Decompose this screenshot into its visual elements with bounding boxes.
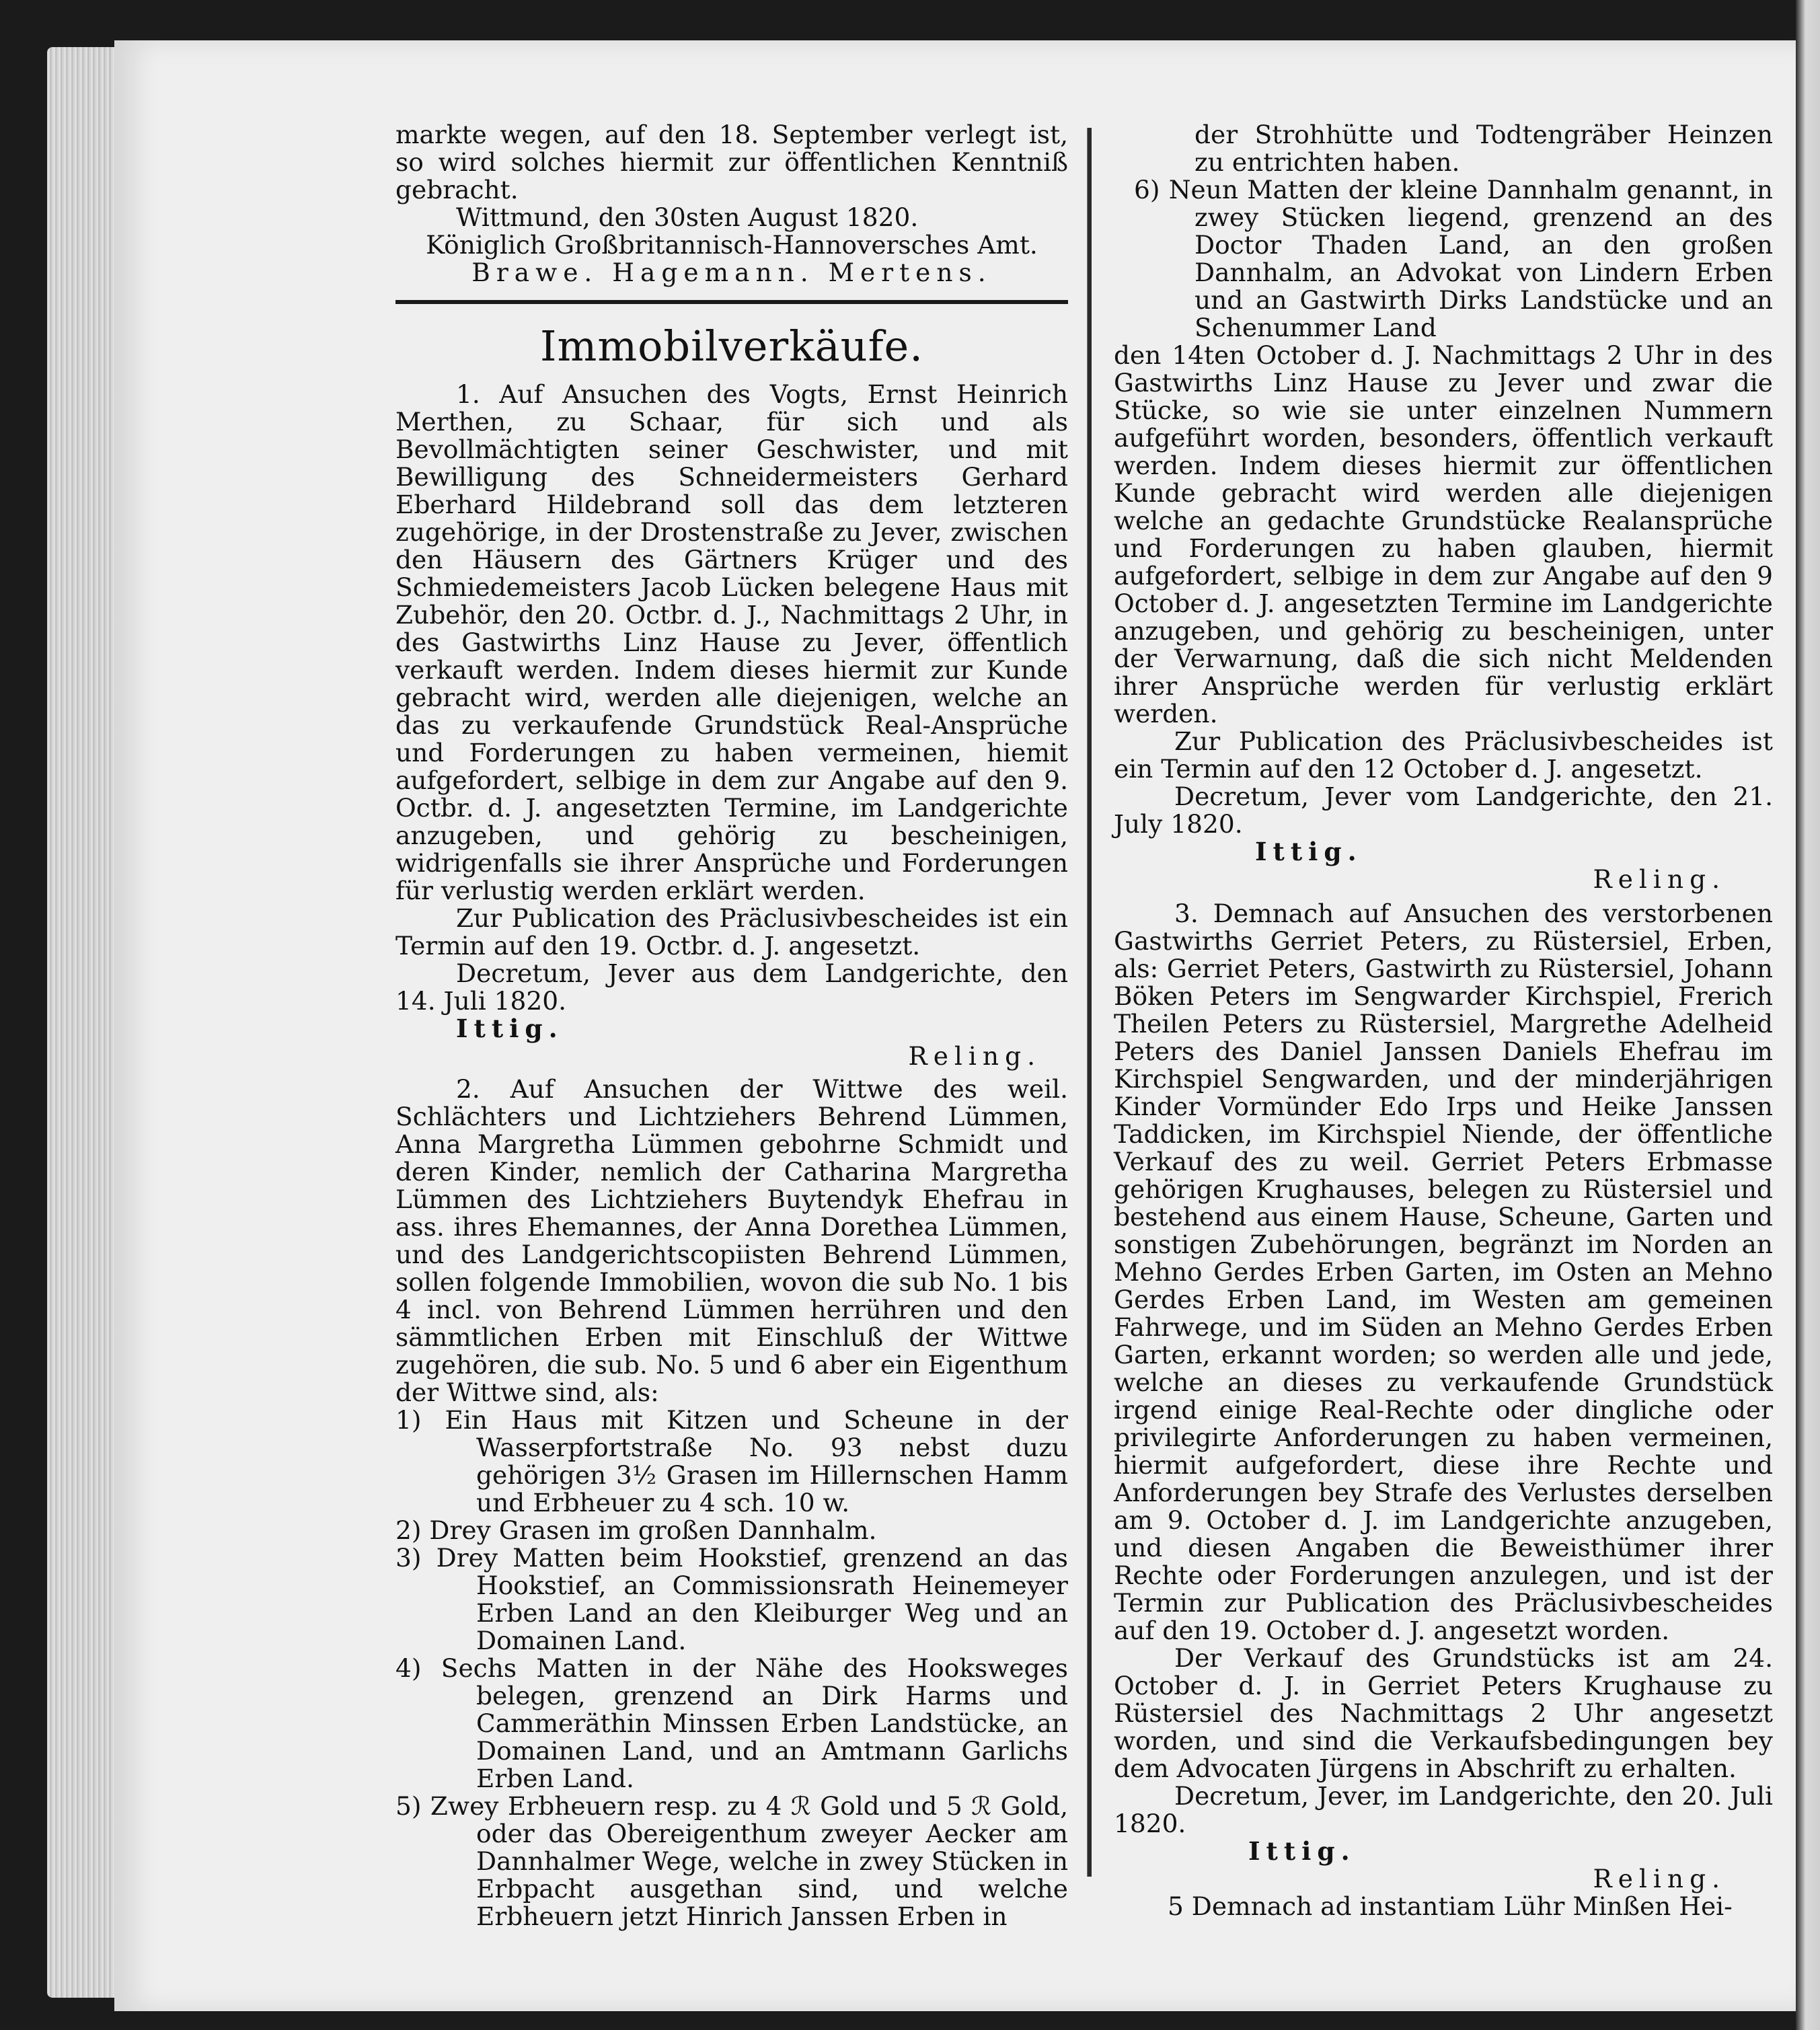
item5-start: 5 Demnach ad instantiam Lühr Minßen Hei- bbox=[1168, 1891, 1733, 1921]
item2-body: 2. Auf Ansuchen der Wittwe des weil. Schlächters und Lichtziehers Behrend Lümmen, Anna Margretha Lümmen gebohrne Schmidt und deren Kinder, nemlich der Catharina Margretha Lümmen des Lichtziehers Buytendyk Ehefrau in ass. ihres Ehemannes, der Anna Dorethea Lümmen, und des Landgerichtscopiisten Behrend Lümmen, sollen folgende Immobilien, wovon die sub No. 1 bis 4 incl. von Behrend Lümmen herrühren und den sämmtlichen Erben mit Einschluß der Wittwe zugehören, die sub. No. 5 und 6 aber ein Eigenthum der Wittwe sind, als: bbox=[395, 1074, 1068, 1407]
item3-sale: Der Verkauf des Grundstücks ist am 24. October d. J. in Gerriet Peters Krughause zu Rüstersiel des Nachmittags 2 Uhr angesetzt worden, und sind die Verkaufsbedingungen bey dem Advocaten Jürgens in Abschrift zu erhalten. bbox=[1114, 1643, 1773, 1783]
publication-term: Zur Publication des Präclusivbescheides ist ein Termin auf den 12 October d. J. angesetzt. bbox=[1114, 726, 1773, 784]
item3-signature-2: Reling. bbox=[1593, 1864, 1726, 1893]
item2-list-3: 3) Drey Matten beim Hookstief, grenzend an das Hookstief, an Commissionsrath Heinemeyer Erben Land an den Kleiburger Weg und an Domainen Land. bbox=[395, 1543, 1068, 1655]
item1-signature-2: Reling. bbox=[908, 1041, 1041, 1071]
decretum: Decretum, Jever vom Landgerichte, den 21. July 1820. bbox=[1114, 782, 1773, 839]
item2-list-2: 2) Drey Grasen im großen Dannhalm. bbox=[395, 1515, 877, 1545]
item2-list-4: 4) Sechs Matten in der Nähe des Hooksweges belegen, grenzend an Dirk Harms und Cammeräthin Minssen Erben Landstücke, an Domainen Land, und an Amtmann Garlichs Erben Land. bbox=[395, 1653, 1068, 1793]
authority: Königlich Großbritannisch-Hannoversches Amt. bbox=[426, 230, 1038, 260]
signature-2: Reling. bbox=[1593, 864, 1726, 894]
item1-decretum: Decretum, Jever aus dem Landgerichte, den 14. Juli 1820. bbox=[395, 958, 1068, 1016]
section-rule bbox=[395, 300, 1068, 304]
signatories: Brawe. Hagemann. Mertens. bbox=[471, 258, 992, 287]
notice-tail: markte wegen, auf den 18. September verlegt ist, so wird solches hiermit zur öffentlichen Kenntniß gebracht. bbox=[395, 120, 1068, 204]
place-date: Wittmund, den 30sten August 1820. bbox=[456, 202, 919, 232]
section-heading: Immobilverkäufe. bbox=[540, 322, 923, 371]
item3-body: 3. Demnach auf Ansuchen des verstorbenen Gastwirths Gerriet Peters, zu Rüstersiel, Erben, als: Gerriet Peters, Gastwirth zu Rüstersiel, Johann Böken Peters im Sengwarder Kirchspiel, Frerich Theilen Peters zu Rüstersiel, Margrethe Adelheid Peters des Daniel Janssen Daniels Ehefrau im Kirchspiel Sengwarden, und der minderjährigen Kinder Vormünder Edo Irps und Heike Janssen Taddicken, im Kirchspiel Niende, der öffentliche Verkauf des zu weil. Gerriet Peters Erbmasse gehörigen Krughauses, belegen zu Rüstersiel und bestehend aus einem Hause, Scheune, Garten und sonstigen Zubehörungen, begränzt im Norden an Mehno Gerdes Erben Garten, im Osten an Mehno Gerdes Erben Land, im Westen am gemeinen Fahrwege, und im Süden an Mehno Gerdes Erben Garten, erkannt worden; so werden alle und jede, welche an dieses zu verkaufende Grundstück irgend einige Real-Rechte oder dingliche oder privilegirte Anforderungen zu haben vermeinen, hiermit aufgefordert, diese ihre Rechte und Anforderungen bey Strafe des Verlustes derselben am 9. October d. J. im Landgerichte anzugeben, und diesen Angaben die Beweisthümer ihrer Rechte oder Forderungen anzulegen, und ist der Termin zur Publication des Präclusivbescheides auf den 19. October d. J. angesetzt worden. bbox=[1114, 899, 1773, 1645]
right-column bbox=[1114, 121, 1773, 1920]
left-column bbox=[395, 121, 1068, 1930]
item1-body: 1. Auf Ansuchen des Vogts, Ernst Heinrich Merthen, zu Schaar, für sich und als Bevollmächtigten seiner Geschwister, und mit Bewilligung des Schneidermeisters Gerhard Eberhard Hildebrand soll das dem letzteren zugehörige, in der Drostenstraße zu Jever, zwischen den Häusern des Gärtners Krüger und des Schmiedemeisters Jacob Lücken belegene Haus mit Zubehör, den 20. Octbr. d. J., Nachmittags 2 Uhr, in des Gastwirths Linz Hause zu Jever, öffentlich verkauft werden. Indem dieses hiermit zur Kunde gebracht wird, werden alle diejenigen, welche an das zu verkaufende Grundstück Real-Ansprüche und Forderungen zu haben vermeinen, hiemit aufgefordert, selbige in dem zur Angabe auf den 9. Octbr. d. J. angesetzten Termine, im Landgerichte anzugeben, und gehörig zu bescheinigen, widrigenfalls sie ihrer Ansprüche und Forderungen für verlustig werden erklärt werden. bbox=[395, 379, 1068, 905]
item1-signature-1: Ittig. bbox=[456, 1014, 564, 1043]
item3-signature-1: Ittig. bbox=[1248, 1836, 1356, 1866]
facing-page-edge bbox=[1796, 0, 1820, 2030]
column-divider bbox=[1087, 128, 1092, 1877]
item1-publication: Zur Publication des Präclusivbescheides ist ein Termin auf den 19. Octbr. d. J. angesetzt. bbox=[395, 903, 1068, 961]
sale-terms: den 14ten October d. J. Nachmittags 2 Uhr in des Gastwirths Linz Hause zu Jever und zwar die Stücke, so wie sie unter einzelnen Nummern aufgeführt worden, besonders, öffentlich verkauft werden. Indem dieses hiermit zur öffentlichen Kunde gebracht wird werden alle diejenigen welche an gedachte Grundstücke Realansprüche und Forderungen zu haben glauben, hiermit aufgefordert, selbige in dem zur Angabe auf den 9 October d. J. angesetzten Termine im Landgerichte anzugeben, und gehörig zu bescheinigen, unter der Verwarnung, daß die sich nicht Meldenden ihrer Ansprüche werden für verlustig erklärt werden. bbox=[1114, 340, 1773, 728]
item2-list-6: 6) Neun Matten der kleine Dannhalm genannt, in zwey Stücken liegend, grenzend an des Doctor Thaden Land, an den großen Dannhalm, an Advokat von Lindern Erben und an Gastwirth Dirks Landstücke und an Schenummer Land bbox=[1134, 175, 1773, 342]
item3-decretum: Decretum, Jever, im Landgerichte, den 20. Juli 1820. bbox=[1114, 1781, 1773, 1838]
item2-list-1: 1) Ein Haus mit Kitzen und Scheune in der Wasserpfortstraße No. 93 nebst duzu gehörigen 3½ Grasen im Hillernschen Hamm und Erbheuer zu 4 sch. 10 w. bbox=[395, 1405, 1068, 1517]
signature-1: Ittig. bbox=[1255, 837, 1363, 866]
item2-list-5: 5) Zwey Erbheuern resp. zu 4 ℛ Gold und 5 ℛ Gold, oder das Obereigenthum zweyer Aecker am Dannhalmer Wege, welche in zwey Stücken in Erbpacht ausgethan sind, und welche Erbheuern jetzt Hinrich Janssen Erben in bbox=[395, 1791, 1068, 1931]
list-continuation: der Strohhütte und Todtengräber Heinzen zu entrichten haben. bbox=[1195, 120, 1773, 177]
